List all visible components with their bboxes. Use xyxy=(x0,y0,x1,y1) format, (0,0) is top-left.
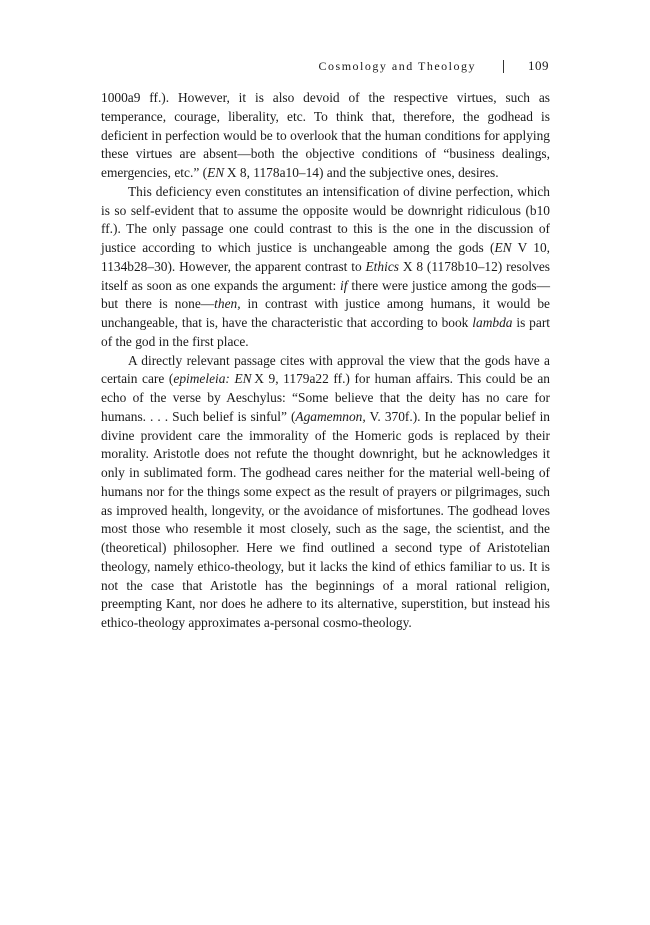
text-run: This deficiency even constitutes an intensification of divine perfection, which is so self-evident that to assume the opposite would be downright ridiculous (b10 ff.). The only passage one could contrast to this is the one in the discussion of justice according to which justice is unchangeable among the gods ( xyxy=(101,183,550,255)
italic-run: lambda xyxy=(472,315,513,330)
paragraph-3 xyxy=(101,352,550,633)
italic-run: Ethics xyxy=(365,258,399,274)
text-run: is part of the god in the first place. xyxy=(101,315,550,349)
text-run: X 8, 1178a10–14) and the subjective ones, desires. xyxy=(224,165,499,180)
italic-run: Agamemnon, xyxy=(295,408,366,424)
running-head-title: Cosmology and Theology xyxy=(318,58,476,73)
text-run: X 9, 1179a22 ff.) for human affairs. This could be an echo of the verse by Aeschylus: “Some believe that the deity has no care for humans. . . . Such belief is sinful” ( xyxy=(101,371,550,424)
italic-run: epimeleia: EN xyxy=(173,371,252,387)
text-run: V 10, 1134b28–30). However, the apparent contrast to xyxy=(101,240,551,274)
page-number: 109 xyxy=(528,58,549,73)
paragraph-2 xyxy=(101,183,550,352)
paragraph-1 xyxy=(101,89,550,183)
text-run: X 8 (1178b10–12) resolves itself as soon as one expands the argument: xyxy=(101,258,550,293)
text-run: in contrast with justice among humans, it would be unchangeable, that is, have the characteristic that according to book xyxy=(101,296,550,330)
text-run: A directly relevant passage cites with approval the view that the gods have a certain care ( xyxy=(101,352,550,387)
italic-run: EN xyxy=(494,240,512,255)
italic-run: if xyxy=(340,277,348,293)
body-text xyxy=(101,89,550,633)
text-run: there were justice among the gods—but there is none— xyxy=(101,277,551,312)
text-run: 1000a9 ff.). However, it is also devoid of the respective virtues, such as temperance, courage, liberality, etc. To think that, therefore, the godhead is deficient in perfection would be to overlook that the human conditions for applying these virtues are absent—both the objective conditions of “business dealings, emergencies, etc.” ( xyxy=(101,90,550,180)
text-run: V. 370f.). In the popular belief in divine provident care the immorality of the Homeric gods is replaced by their morality. Aristotle does not refute the thought downright, but he acknowledges it only in sublimated form. The godhead cares neither for the material well-being of humans nor for the things some expect as the result of prayers or pilgrimages, such as improved health, longevity, or the avoidance of misfortunes. The godhead loves most those who resemble it most closely, such as the sage, the scientist, and the (theoretical) philosopher. Here we find outlined a second type of Aristotelian theology, namely ethico-theology, but it lacks the kind of ethics familiar to us. It is not the case that Aristotle has the beginnings of a moral rational religion, preempting Kant, nor does he adhere to its alternative, superstition, but instead his ethico-theology approximates a-personal cosmo-theology. xyxy=(101,408,550,630)
italic-run: EN xyxy=(207,165,225,180)
italic-run: then, xyxy=(214,296,241,312)
running-head xyxy=(319,58,549,74)
running-head-divider xyxy=(503,60,504,73)
